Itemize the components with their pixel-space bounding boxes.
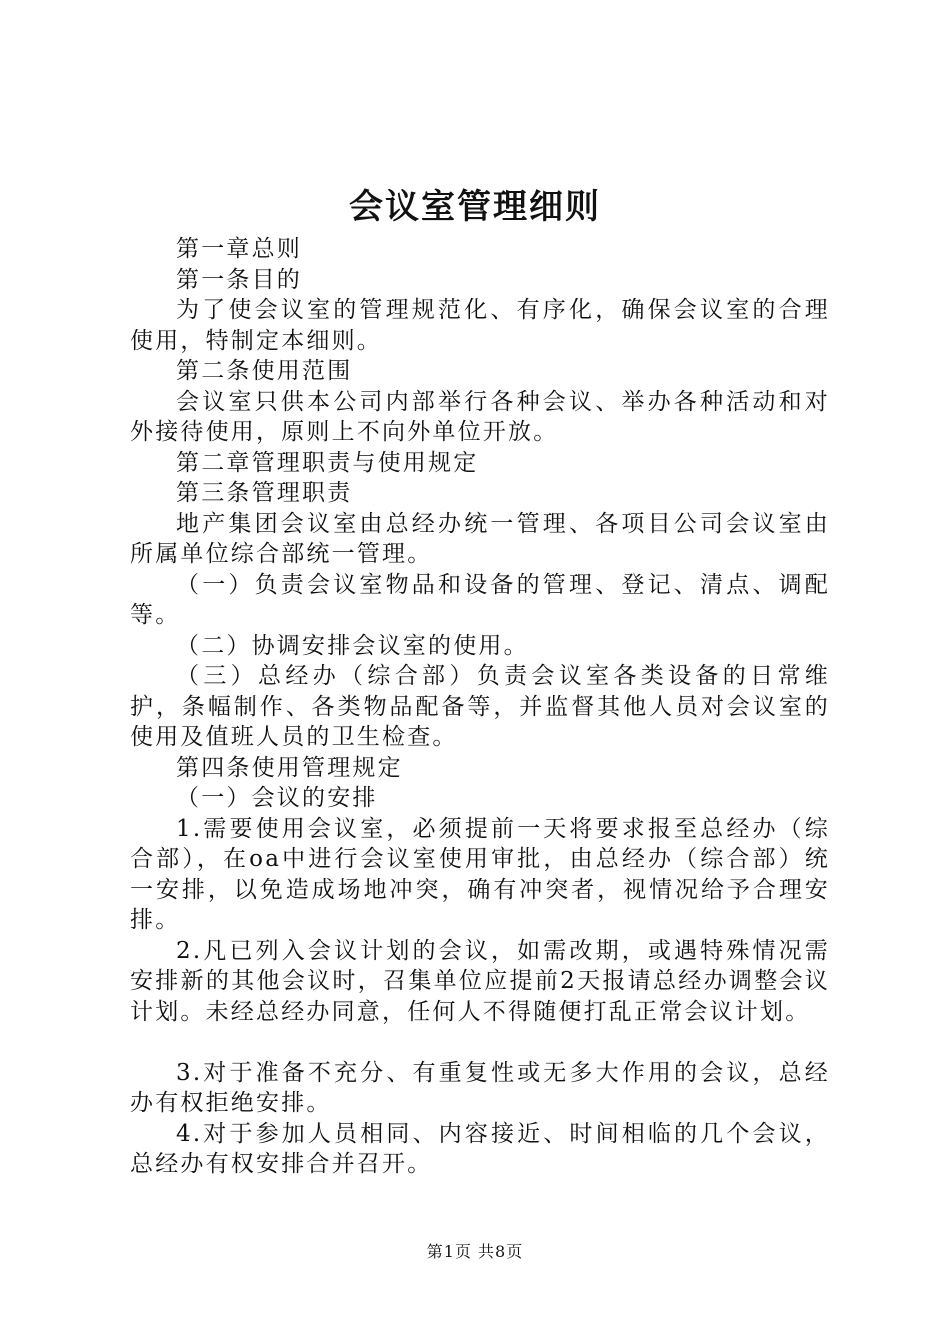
- article-4-subheading: （一）会议的安排: [176, 785, 378, 811]
- article-1-text: 为了使会议室的管理规范化、有序化，确保会议室的合理使用，特制定本细则。: [130, 297, 830, 354]
- article-3-item-3: （三）总经办（综合部）负责会议室各类设备的日常维护，条幅制作、各类物品配备等，并监督其他人员对会议室的使用及值班人员的卫生检查。: [130, 663, 830, 750]
- article-2-heading: 第二条使用范围: [176, 358, 353, 384]
- article-3-heading: 第三条管理职责: [176, 480, 353, 506]
- article-3-item-1: （一）负责会议室物品和设备的管理、登记、清点、调配等。: [130, 571, 830, 628]
- chapter-2-heading: 第二章管理职责与使用规定: [176, 449, 479, 476]
- page-footer: 第1页 共8页: [426, 1242, 524, 1261]
- article-4-rule-2: 2.凡已列入会议计划的会议，如需改期，或遇特殊情况需安排新的其他会议时，召集单位应提前2天报请总经办调整会议计划。未经总经办同意，任何人不得随便打乱正常会议计划。: [130, 937, 830, 1025]
- document-body: [130, 234, 830, 1180]
- article-3-text: 地产集团会议室由总经办统一管理、各项目公司会议室由所属单位综合部统一管理。: [130, 510, 830, 567]
- article-4-rule-3: 3.对于准备不充分、有重复性或无多大作用的会议，总经办有权拒绝安排。: [130, 1059, 830, 1116]
- article-1-heading: 第一条目的: [176, 266, 302, 293]
- document-title: 会议室管理细则: [349, 187, 601, 227]
- article-4-heading: 第四条使用管理规定: [176, 754, 403, 781]
- article-4-rule-1: 1.需要使用会议室，必须提前一天将要求报至总经办（综合部），在oa中进行会议室使用审批，由总经办（综合部）统一安排，以免造成场地冲突，确有冲突者，视情况给予合理安排。: [130, 815, 830, 933]
- article-2-text: 会议室只供本公司内部举行各种会议、举办各种活动和对外接待使用，原则上不向外单位开放。: [130, 388, 830, 445]
- article-4-rule-4: 4.对于参加人员相同、内容接近、时间相临的几个会议，总经办有权安排合并召开。: [130, 1120, 830, 1177]
- chapter-1-heading: 第一章总则: [176, 236, 302, 262]
- article-3-item-2: （二）协调安排会议室的使用。: [176, 632, 529, 659]
